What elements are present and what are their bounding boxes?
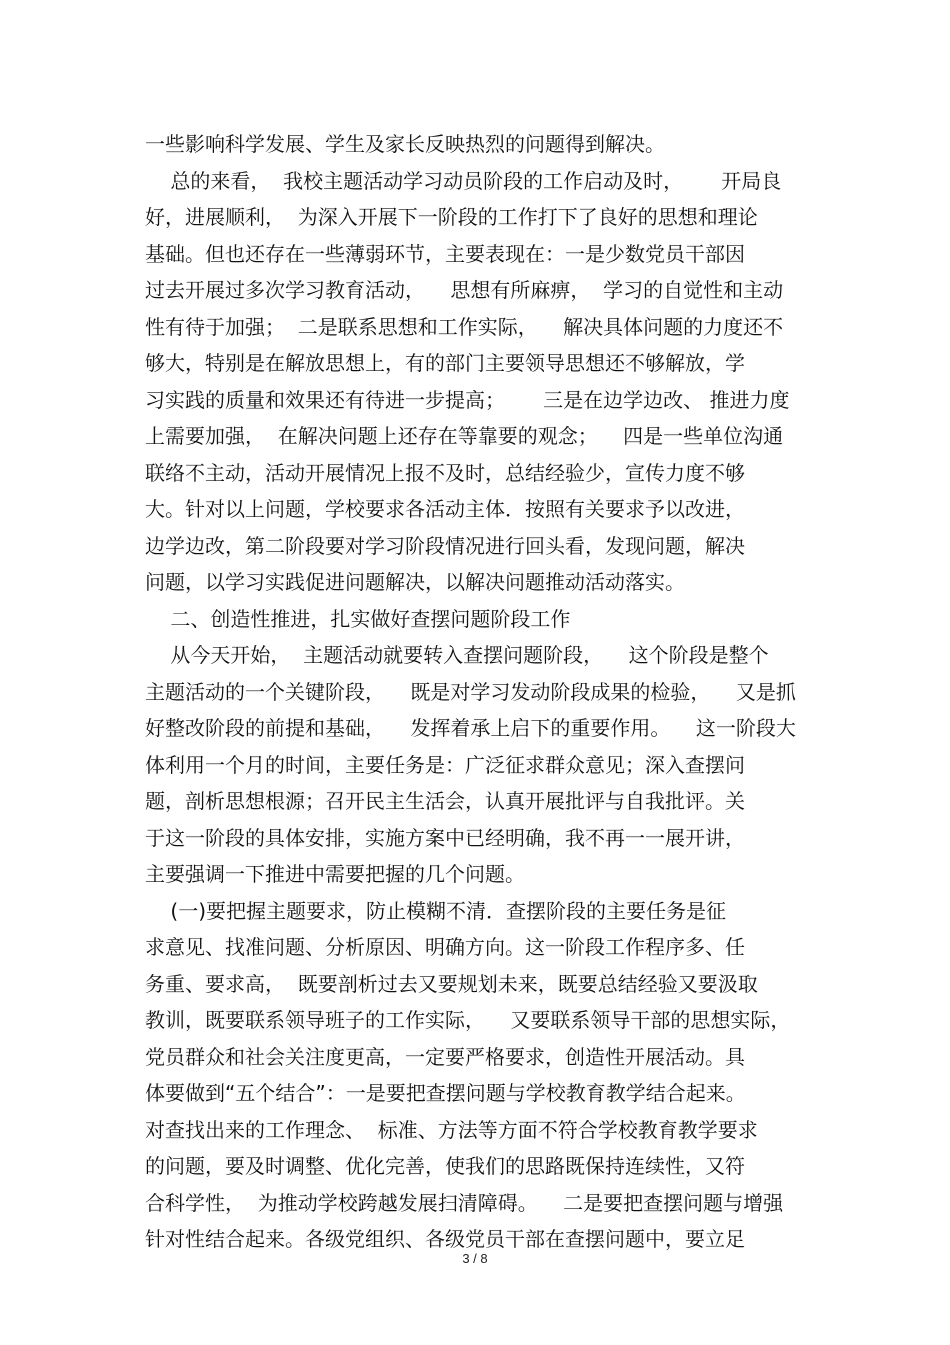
text-line: 联络不主动，活动开展情况上报不及时，总结经验少，宣传力度不够 — [145, 460, 745, 485]
text-line: 习实践的质量和效果还有待进一步提高； 三是在边学边改、 推进力度 — [145, 387, 790, 412]
text-line: 体要做到“五个结合”：一是要把查摆问题与学校教育教学结合起来。 — [145, 1081, 746, 1105]
text-line: 对查找出来的工作理念、 标准、方法等方面不符合学校教育教学要求 — [145, 1117, 758, 1142]
text-line: 基础。但也还存在一些薄弱环节，主要表现在：一是少数党员干部因 — [145, 241, 745, 266]
text-line: 务重、要求高， 既要剖析过去又要规划未来，既要总结经验又要汲取 — [145, 971, 758, 996]
text-line: 大。针对以上问题，学校要求各活动主体．按照有关要求予以改进， — [145, 497, 745, 521]
text-line: 主要强调一下推进中需要把握的几个问题。 — [145, 862, 525, 886]
text-line: 于这一阶段的具体安排，实施方案中已经明确，我不再一一展开讲， — [145, 825, 745, 850]
text-line: 主题活动的一个关键阶段， 既是对学习发动阶段成果的检验， 又是抓 — [145, 679, 796, 704]
text-line: 边学边改，第二阶段要对学习阶段情况进行回头看，发现问题，解决 — [145, 533, 745, 558]
text-line: 上需要加强， 在解决问题上还存在等靠要的观念； 四是一些单位沟通 — [145, 424, 784, 448]
text-line: 总的来看， 我校主题活动学习动员阶段的工作启动及时， 开局良 — [145, 168, 782, 193]
text-line: (一)要把握主题要求，防止模糊不清．查摆阶段的主要任务是征 — [145, 898, 727, 923]
text-line: 从今天开始， 主题活动就要转入查摆问题阶段， 这个阶段是整个 — [145, 643, 769, 667]
body-text — [145, 126, 810, 1258]
text-line: 针对性结合起来。各级党组织、各级党员干部在查摆问题中，要立足 — [145, 1227, 745, 1251]
text-line: 体利用一个月的时间，主要任务是：广泛征求群众意见；深入查摆问 — [145, 752, 745, 777]
text-line: 性有待于加强； 二是联系思想和工作实际， 解决具体问题的力度还不 — [145, 314, 784, 339]
page-number: 3 / 8 — [462, 1251, 488, 1266]
text-line: 好，进展顺利， 为深入开展下一阶段的工作打下了良好的思想和理论 — [145, 205, 758, 229]
text-line: 过去开展过多次学习教育活动， 思想有所麻痹， 学习的自觉性和主动 — [145, 278, 784, 302]
text-line: 党员群众和社会关注度更高，一定要严格要求，创造性开展活动。具 — [145, 1044, 745, 1069]
text-line: 问题，以学习实践促进问题解决，以解决问题推动活动落实。 — [145, 570, 685, 594]
text-line: 的问题，要及时调整、优化完善，使我们的思路既保持连续性，又符 — [145, 1154, 745, 1178]
text-line: 二、创造性推进，扎实做好查摆问题阶段工作 — [145, 606, 571, 631]
text-line: 够大，特别是在解放思想上，有的部门主要领导思想还不够解放，学 — [145, 351, 745, 375]
text-line: 求意见、找准问题、分析原因、明确方向。这一阶段工作程序多、任 — [145, 935, 745, 959]
text-line: 教训，既要联系领导班子的工作实际， 又要联系领导干部的思想实际， — [145, 1008, 791, 1032]
text-line: 题，剖析思想根源；召开民主生活会，认真开展批评与自我批评。关 — [145, 789, 745, 813]
text-line: 好整改阶段的前提和基础， 发挥着承上启下的重要作用。 这一阶段大 — [145, 716, 796, 740]
text-line: 一些影响科学发展、学生及家长反映热烈的问题得到解决。 — [145, 132, 665, 156]
text-line: 合科学性， 为推动学校跨越发展扫清障碍。 二是要把查摆问题与增强 — [145, 1190, 784, 1215]
